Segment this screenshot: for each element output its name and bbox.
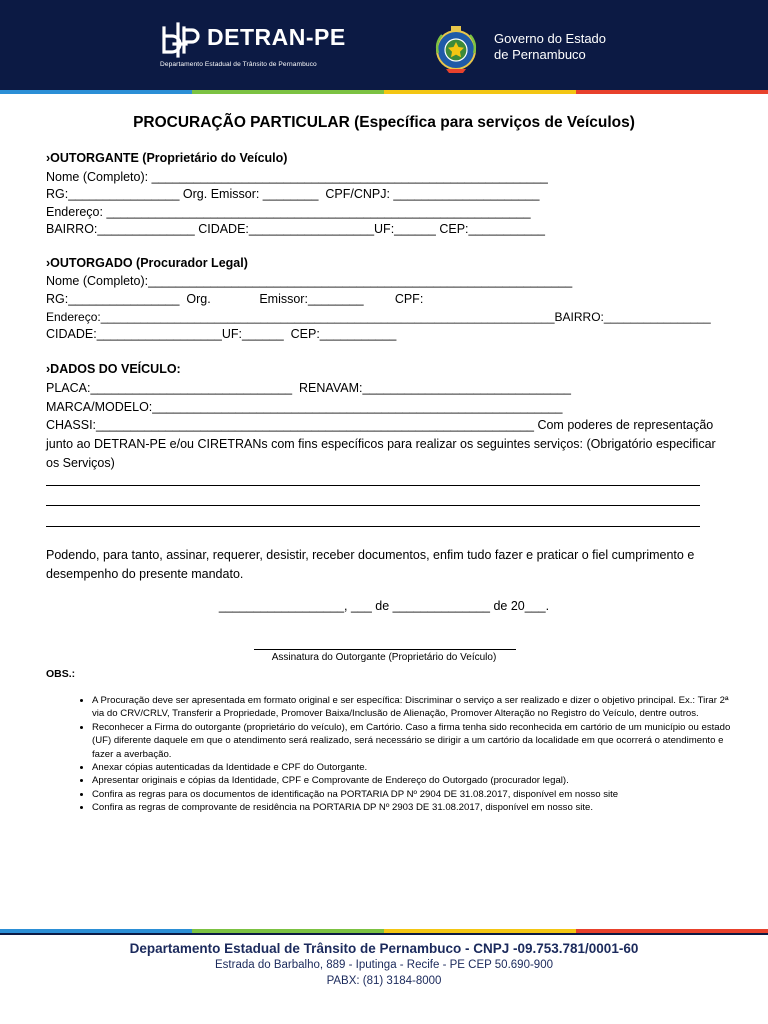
outorgante-bairro-field[interactable]: BAIRRO:______________ CIDADE:__________________UF:______ CEP:___________	[46, 222, 545, 236]
government-line-2: de Pernambuco	[494, 47, 586, 62]
outorgante-nome-field[interactable]: Nome (Completo): _________________________________________________________	[46, 170, 548, 184]
document-title: PROCURAÇÃO PARTICULAR (Específica para serviços de Veículos)	[133, 114, 635, 131]
footer-divider	[0, 933, 768, 935]
outorgado-rg-field[interactable]: RG:________________ Org. Emissor:________ CPF:	[46, 292, 424, 306]
outorgado-nome-field[interactable]: Nome (Completo):_____________________________________________________________	[46, 274, 573, 288]
outorgado-heading: ›OUTORGADO (Procurador Legal)	[46, 256, 248, 270]
obs-item: • Anexar cópias autenticadas da Identidade e CPF do Outorgante.	[92, 761, 742, 774]
government-label	[494, 31, 606, 63]
header-color-stripe	[0, 90, 768, 94]
signature-caption: Assinatura do Outorgante (Proprietário do Veículo)	[271, 652, 497, 663]
veiculo-placa-field[interactable]: PLACA:_____________________________ RENAVAM:______________________________	[46, 381, 572, 395]
obs-list	[70, 694, 742, 815]
detran-logo-icon	[160, 22, 200, 58]
veiculo-marca-field[interactable]: MARCA/MODELO:___________________________________________________________	[46, 400, 563, 414]
date-line[interactable]: __________________, ___ de ______________ de 20___.	[218, 599, 550, 613]
footer-org-line: Departamento Estadual de Trânsito de Pernambuco - CNPJ -09.753.781/0001-60	[129, 941, 639, 956]
veiculo-chassi-paragraph[interactable]: CHASSI:_______________________________________________________________ Com poderes de representação junto ao DETRAN-PE e/ou CIRETRANs com fins específicos para realizar os seguintes serviços: (Obrigatório especificar os Serviços)	[46, 418, 716, 470]
outorgado-endereco-field[interactable]: Endereço:____________________________________________________________________BAIRRO:________________	[46, 310, 711, 324]
footer-address-line: Estrada do Barbalho, 889 - Iputinga - Recife - PE CEP 50.690-900	[215, 959, 553, 971]
signature-line[interactable]	[254, 649, 516, 650]
obs-item: • Apresentar originais e cópias da Identidade, CPF e Comprovante de Endereço do Outorgado (procurador legal).	[92, 774, 742, 787]
outorgante-rg-field[interactable]: RG:________________ Org. Emissor: ________ CPF/CNPJ: _____________________	[46, 187, 540, 201]
obs-item: • Reconhecer a Firma do outorgante (proprietário do veículo), em Cartório. Caso a firma tenha sido reconhecida em cartório de um município ou estado (UF) diferente daquele em que o atendimento será realizado, será necessário se dirigir a um cartório da localidade em que ocorrerá o atendimento e fazer a averbação.	[92, 721, 742, 761]
outorgante-endereco-field[interactable]: Endereço: _____________________________________________________________	[46, 205, 531, 219]
outorgado-cidade-field[interactable]: CIDADE:__________________UF:______ CEP:___________	[46, 327, 397, 341]
services-line-1[interactable]	[46, 485, 700, 486]
detran-logo-text: DETRAN-PE	[207, 24, 346, 50]
pernambuco-seal-icon	[432, 23, 480, 75]
obs-item: • A Procuração deve ser apresentada em formato original e ser específica: Discriminar o serviço a ser realizado e dizer o objetivo principal. Ex.: Tirar 2ª via do CRV/CRLV, Transferir a Propriedade, Promover Baixa/Inclusão de Alienação, Promover Alteração no Registro do Veículo, dentre outros.	[92, 694, 742, 721]
government-line-1: Governo do Estado	[494, 31, 607, 46]
detran-logo-subtitle: Departamento Estadual de Trânsito de Pernambuco	[160, 61, 317, 68]
obs-label: OBS.:	[46, 668, 76, 680]
closing-paragraph: Podendo, para tanto, assinar, requerer, desistir, receber documentos, enfim tudo fazer e praticar o fiel cumprimento e desempenho do presente mandato.	[46, 548, 695, 581]
obs-item: • Confira as regras de comprovante de residência na PORTARIA DP Nº 2903 DE 31.08.2017, disponível em nosso site.	[92, 801, 742, 814]
outorgante-heading: ›OUTORGANTE (Proprietário do Veículo)	[46, 151, 288, 165]
veiculo-heading: ›DADOS DO VEÍCULO:	[46, 362, 181, 376]
header-bar	[0, 0, 768, 90]
services-line-3[interactable]	[46, 526, 700, 527]
obs-item: • Confira as regras para os documentos de identificação na PORTARIA DP Nº 2904 DE 31.08.2017, disponível em nosso site	[92, 788, 742, 801]
services-line-2[interactable]	[46, 505, 700, 506]
footer-phone-line: PABX: (81) 3184-8000	[326, 975, 442, 987]
